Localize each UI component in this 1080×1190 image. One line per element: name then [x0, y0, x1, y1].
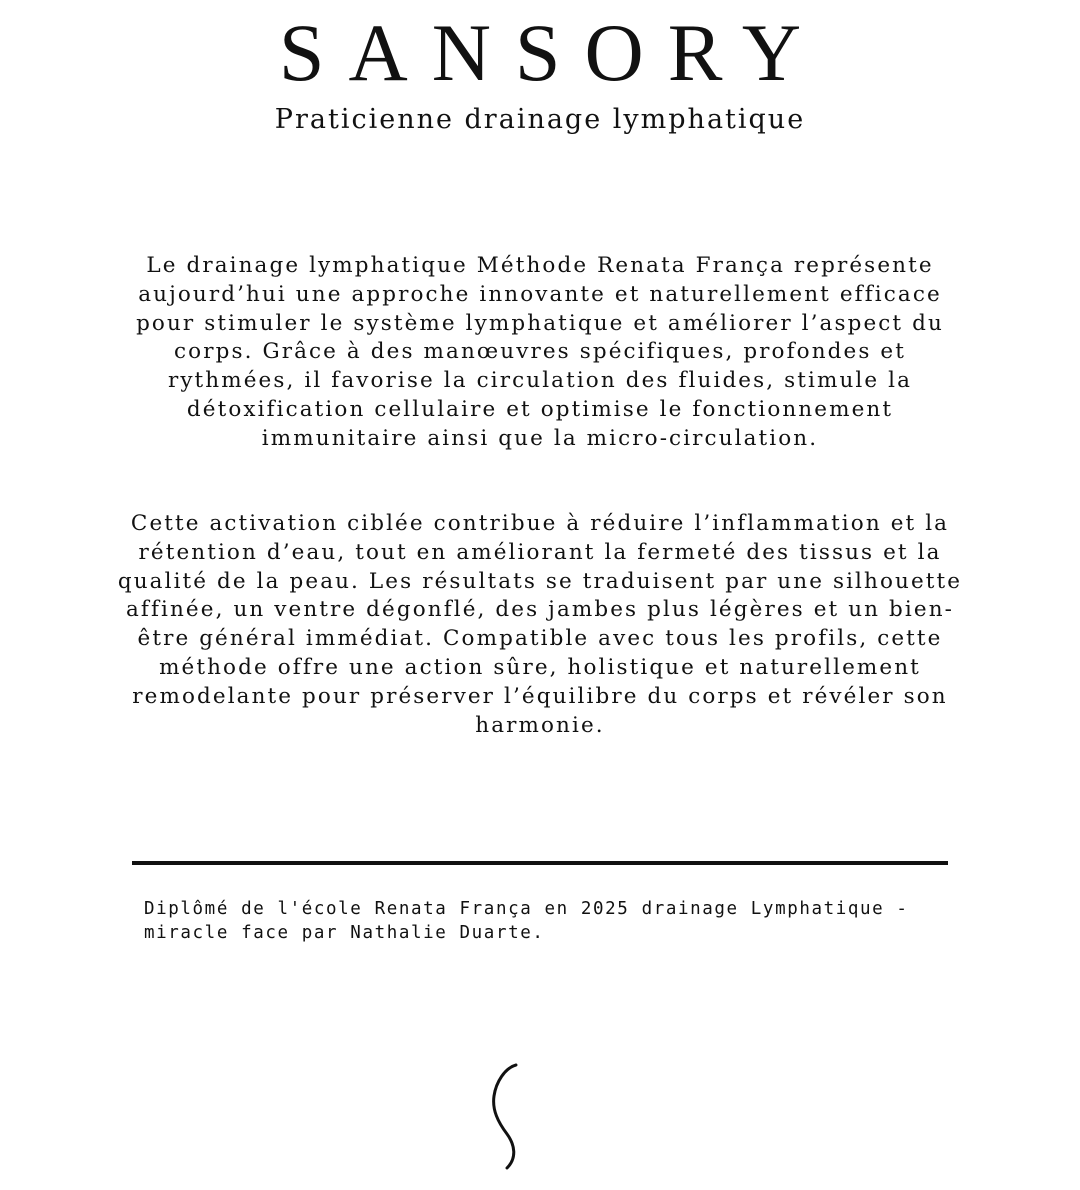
description-paragraph-1: Le drainage lymphatique Méthode Renata França représente aujourd’hui une approche innovante et naturellement efficace pour stimuler le système lymphatique et améliorer l’aspect du corps. Grâce à des manœuvres spécifiques, profondes et rythmées, il favorise la circulation des fluides, stimule la détoxification cellulaire et optimise le fonctionnement immunitaire ainsi que la micro-circulation. — [136, 253, 944, 451]
diploma-note: Diplômé de l'école Renata França en 2025 drainage Lymphatique - miracle face par Nathalie Duarte. — [144, 899, 909, 943]
description-paragraph-2: Cette activation ciblée contribue à réduire l’inflammation et la rétention d’eau, tout en améliorant la fermeté des tissus et la qualité de la peau. Les résultats se traduisent par une silhouette affinée, un ventre dégonflé, des jambes plus légères et un bien-être général immédiat. Compatible avec tous les profils, cette méthode offre une action sûre, holistique et naturellement remodelante pour préserver l’équilibre du corps et révéler son harmonie. — [117, 511, 963, 738]
s-monogram-icon — [485, 1062, 529, 1172]
brand-title: SANSORY — [278, 7, 826, 98]
page-subtitle: Praticienne drainage lymphatique — [274, 104, 806, 135]
section-divider — [132, 861, 948, 865]
